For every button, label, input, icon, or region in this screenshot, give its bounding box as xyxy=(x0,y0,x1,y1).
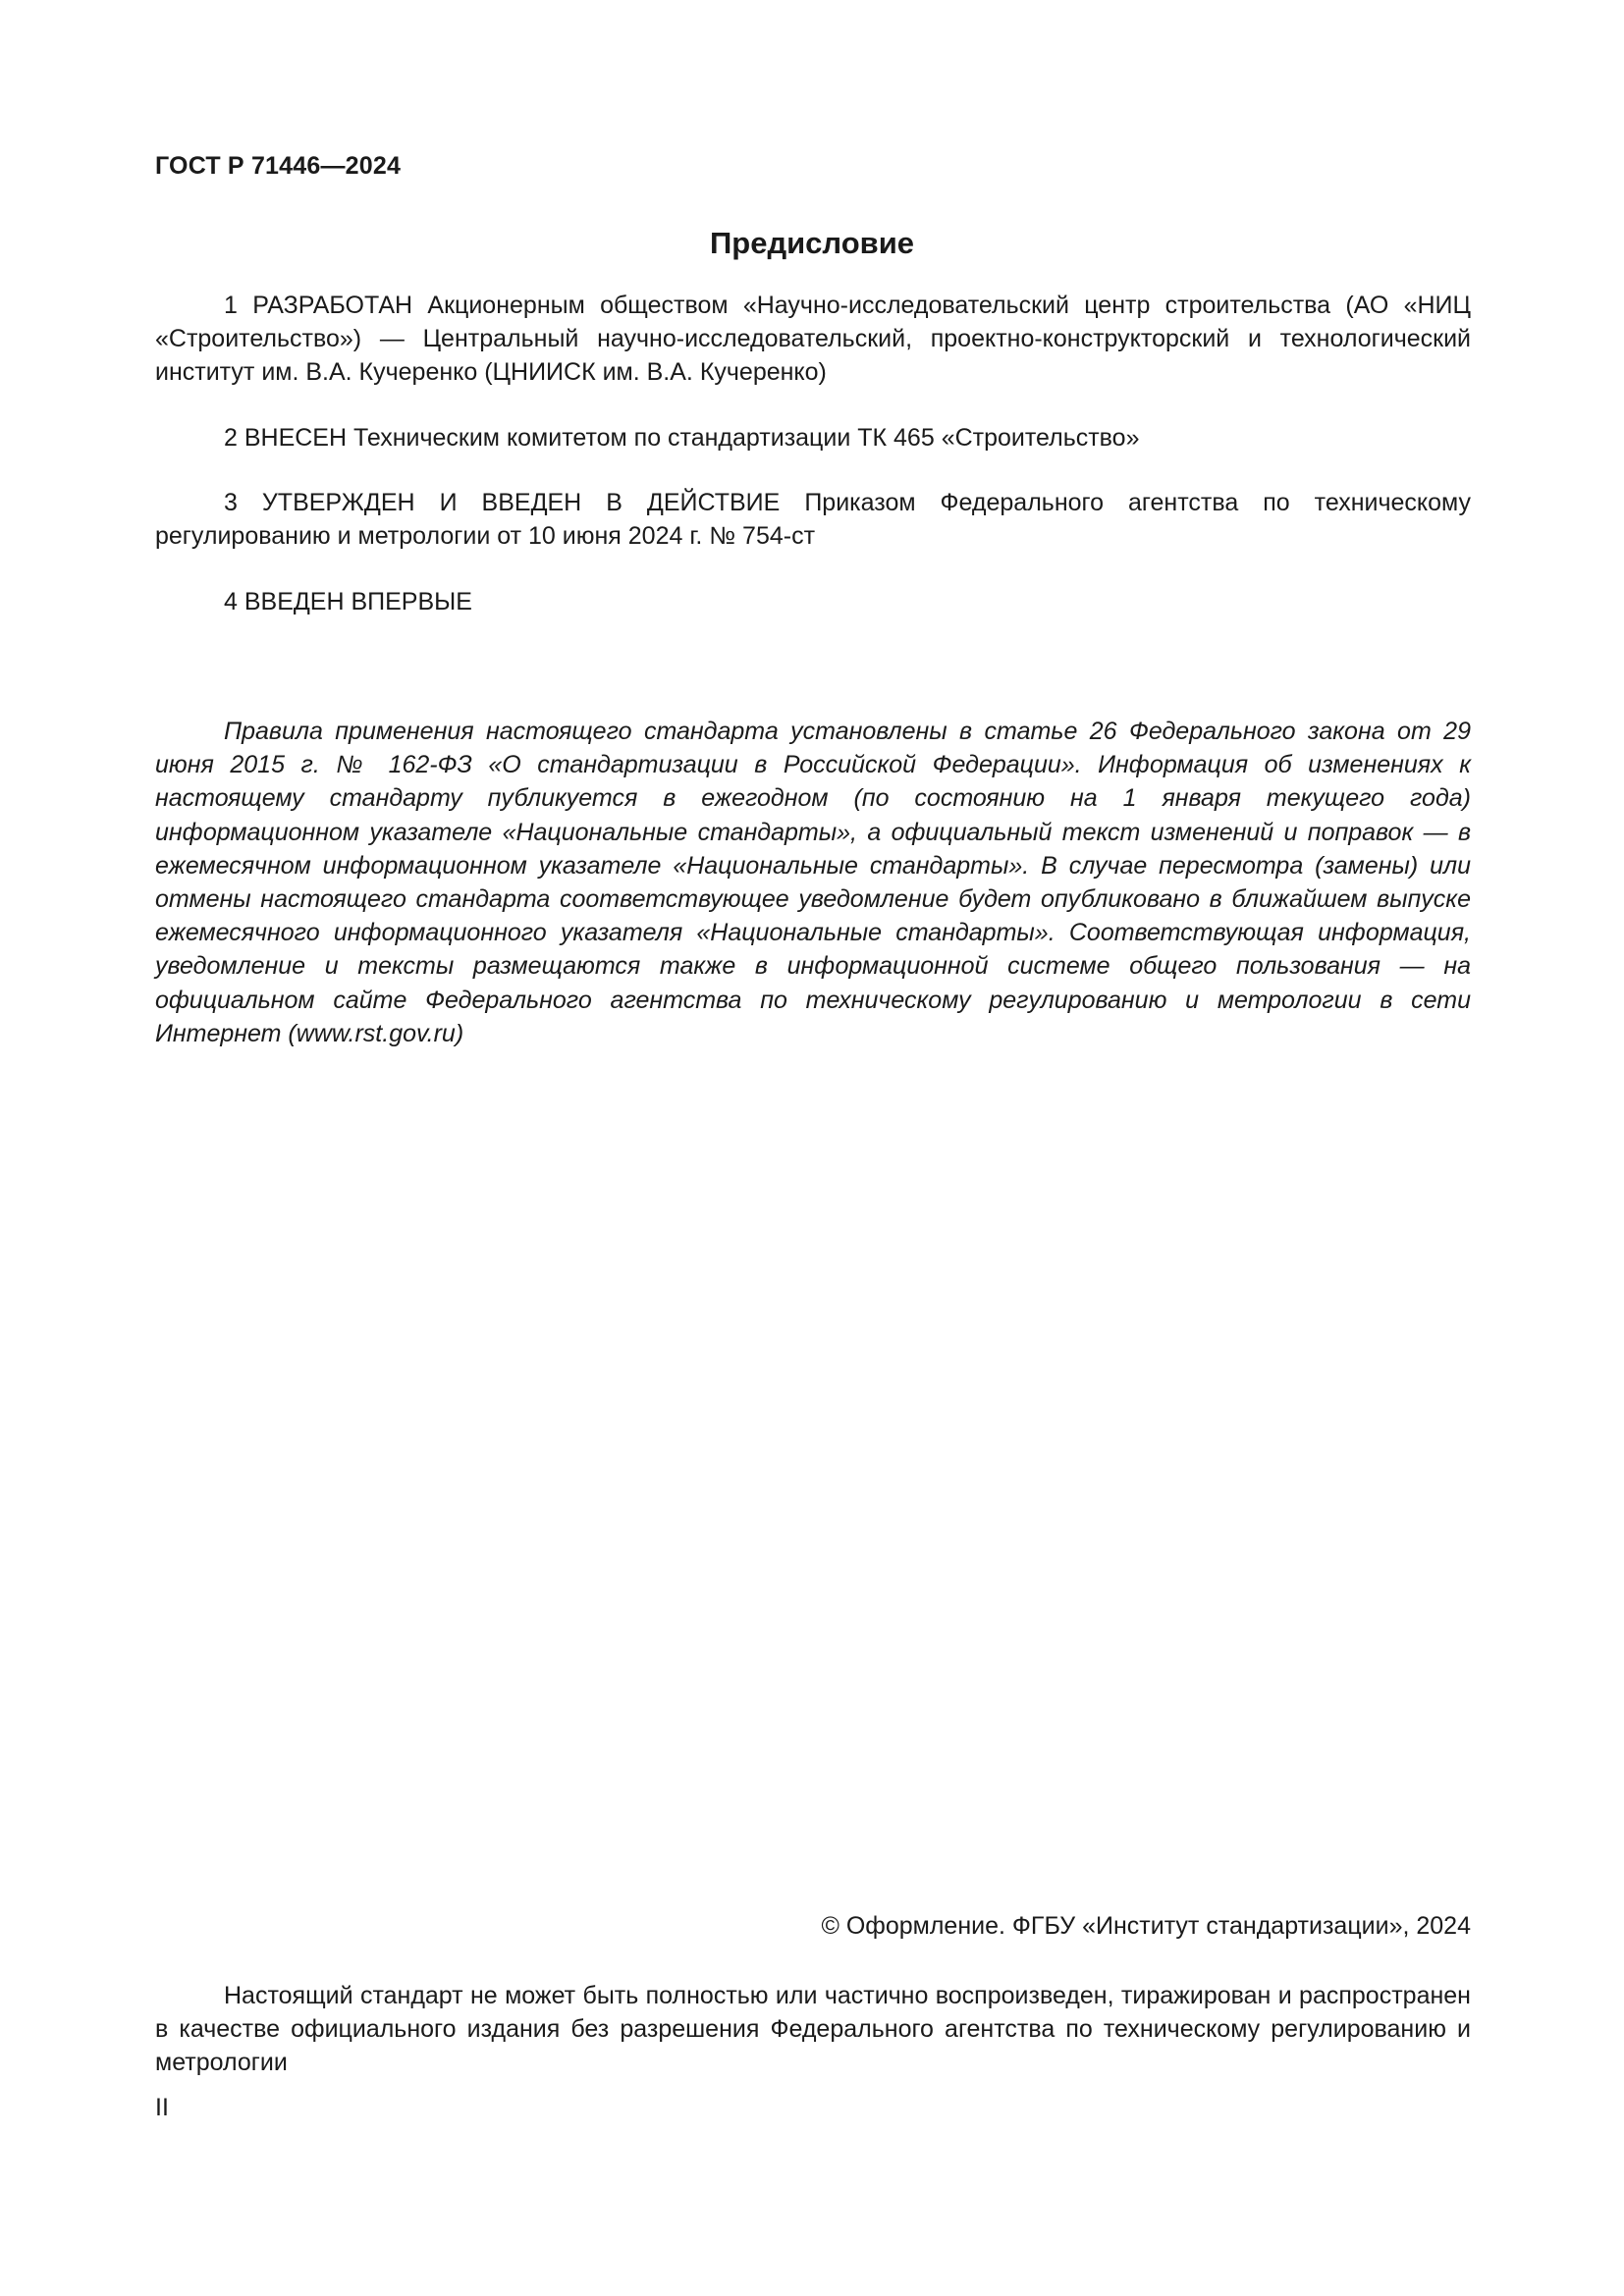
foreword-item-introduced: 4 ВВЕДЕН ВПЕРВЫЕ xyxy=(224,588,472,615)
foreword-item-approved: 3 УТВЕРЖДЕН И ВВЕДЕН В ДЕЙСТВИЕ Приказом Федерального агентства по техническому регулированию и метрологии от 10 июня 2024 г. № 754-ст xyxy=(155,489,1471,550)
foreword-item-developed: 1 РАЗРАБОТАН Акционерным обществом «Научно-исследовательский центр строительства (АО «НИЦ «Строительство») — Центральный научно-исследовательский, проектно-конструкторский и технологический институт им. В.А. Кучеренко (ЦНИИСК им. В.А. Кучеренко) xyxy=(155,292,1471,386)
application-rules-notice: Правила применения настоящего стандарта установлены в статье 26 Федерального закона от 29 июня 2015 г. № 162-ФЗ «О стандартизации в Российской Федерации». Информация об изменениях к настоящему стандарту публикуется в ежегодном (по состоянию на 1 января текущего года) информационном указателе «Национальные стандарты», а официальный текст изменений и поправок — в ежемесячном информационном указателе «Национальные стандарты». В случае пересмотра (замены) или отмены настоящего стандарта соответствующее уведомление будет опубликовано в ближайшем выпуске ежемесячного информационного указателя «Национальные стандарты». Соответствующая информация, уведомление и тексты размещаются также в информационной системе общего пользования — на официальном сайте Федерального агентства по техническому регулированию и метрологии в сети Интернет (www.rst.gov.ru) xyxy=(155,718,1471,1047)
page-number: II xyxy=(155,2094,169,2121)
reproduction-notice: Настоящий стандарт не может быть полностью или частично воспроизведен, тиражирован и распространен в качестве официального издания без разрешения Федерального агентства по техническому регулированию и метрологии xyxy=(155,1982,1471,2076)
page-title: Предисловие xyxy=(709,226,914,260)
document-code: ГОСТ Р 71446—2024 xyxy=(155,152,402,180)
copyright-line: © Оформление. ФГБУ «Институт стандартизации», 2024 xyxy=(821,1912,1471,1940)
foreword-item-submitted: 2 ВНЕСЕН Техническим комитетом по стандартизации ТК 465 «Строительство» xyxy=(224,424,1140,452)
